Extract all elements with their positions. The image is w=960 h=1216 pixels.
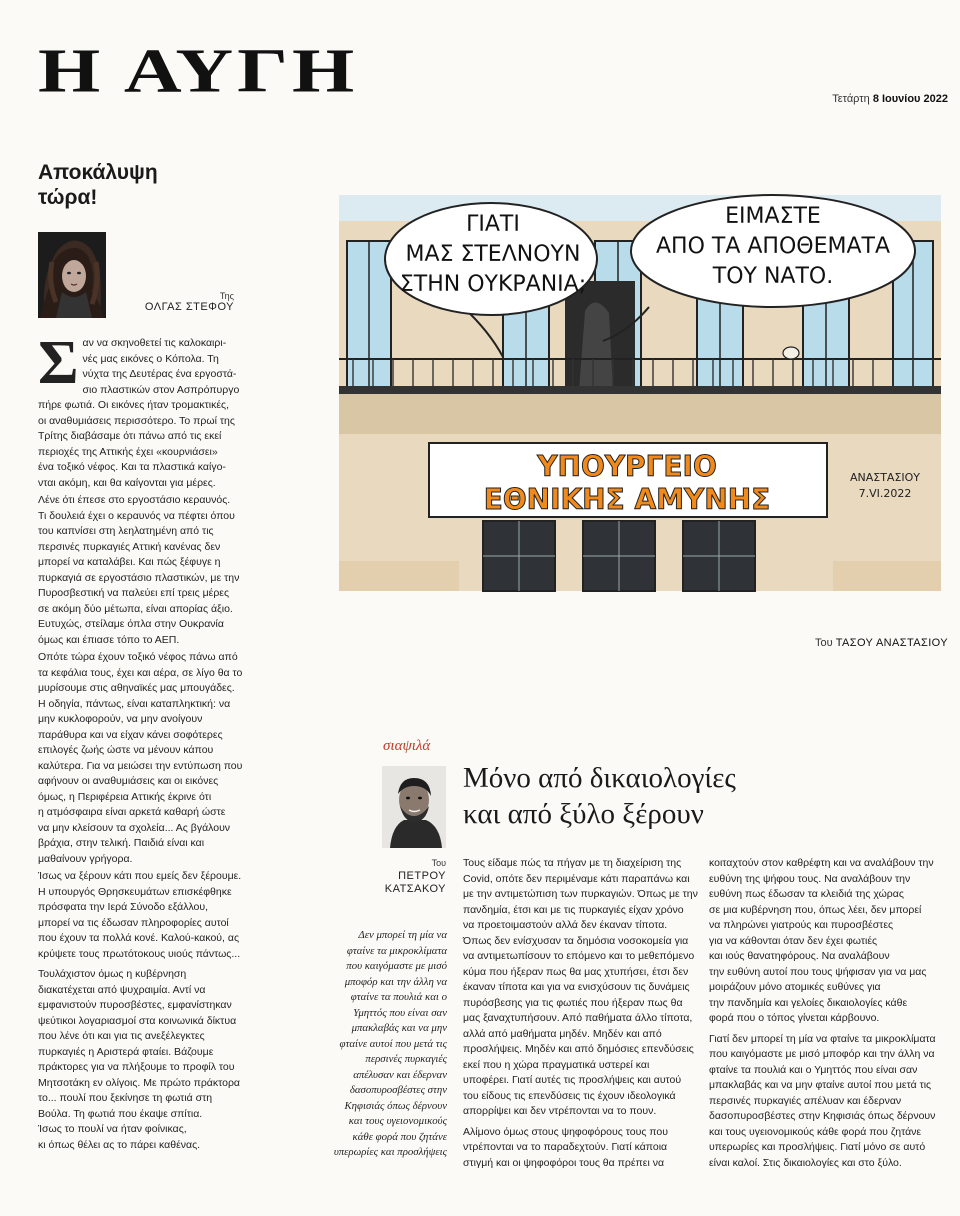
text-line: υποφέρει. Γιατί αυτές τις προσλήψεις και αυτού — [463, 1074, 682, 1086]
text-line: μπακλαβάς και να μην — [351, 1022, 447, 1034]
text-line: νές μας εικόνες ο Κόπολα. Τη — [82, 352, 219, 365]
text-line: πυρκαγιά σε εργοστάσιο πλαστικών, με την — [38, 571, 240, 584]
text-line: απορρίψει και δεν ντρέπονται να το πουν. — [463, 1105, 657, 1117]
text-line: Δεν μπορεί τη μία να — [358, 929, 447, 941]
text-line: πρόσφατα την Ιερά Σύνοδο εξάλλου, — [38, 901, 209, 913]
text-line: Μητσοτάκη εν ολίγοις. Με πρώτο πράκτορα — [38, 1076, 241, 1089]
text-line: Γιατί δεν μπορεί τη μία να φταίνε τα μικροκλίματα — [709, 1032, 936, 1045]
text-line: ντρέπονται να το παραδεχτούν. Γιατί κάποια — [463, 1141, 668, 1153]
text-line: Οπότε τώρα έχουν τοξικό νέφος πάνω από — [38, 651, 238, 663]
column-a-paragraph-2 — [463, 1125, 701, 1172]
issue-date — [832, 93, 948, 105]
text-line: εμφανιστούν πυροσβέστες, εμφανίστηκαν — [38, 999, 232, 1011]
text-line: νύχτα της Δευτέρας ένα εργοστά- — [82, 368, 237, 380]
credit-name: ΤΑΣΟΥ ΑΝΑΣΤΑΣΙΟΥ — [835, 637, 948, 649]
text-line: δασοπυροσβέστες στην Κηφισιάς όπως δέρνουν — [709, 1110, 936, 1122]
text-line: πανδημία, έτσι και με τις πυρκαγιές είχαν χρόνο — [463, 903, 684, 916]
cartoon-credit — [815, 637, 948, 649]
text-line: Η οδηγία, πάντως, είναι καταπληκτική: να — [38, 697, 231, 710]
cartoon-signature: ΑΝΑΣΤΑΣΙΟΥ — [849, 471, 921, 484]
column-body-a — [463, 856, 701, 1171]
text-line: πυρκαγιές η Αριστερά φταίει. Βάζουμε — [38, 1045, 214, 1058]
text-line: περσινές πυρκαγιές απέλυαν και έδερναν — [709, 1094, 902, 1107]
op-paragraph-4 — [38, 869, 250, 962]
text-line: όμως και έπιασε τόπο το ΑΕΠ. — [38, 633, 180, 646]
column-author-line-1: ΠΕΤΡΟΥ — [398, 870, 446, 882]
text-line: μπορεί να τις έδωσαν πληροφορίες αυτοί — [38, 916, 229, 929]
sign-line1: ΥΠΟΥΡΓΕΙΟ — [537, 450, 717, 483]
op-paragraph-3 — [38, 650, 250, 867]
text-line: μας ξαναχτυπήσουν. Από παθήματα άλλο τίποτα, — [463, 1012, 693, 1024]
date-day: Τετάρτη — [832, 93, 870, 105]
text-line: όμως, η Περιφέρεια Αττικής έκρινε ότι — [38, 790, 212, 803]
text-line: σε ακόμη δύο μέτωπα, είναι απορίας άξιο. — [38, 602, 233, 615]
text-line: που λένε ότι και για τις ανεξέλεγκτες — [38, 1030, 205, 1042]
text-line: Υμηττός που είναι σαν — [353, 1006, 447, 1019]
text-line: είναι καλοί. Στις δικαιολογίες και στο ξύλο. — [709, 1156, 902, 1169]
text-line: ένα τοξικό νέφος. Και τα πλαστικά καίγο- — [38, 461, 226, 473]
text-line: το... πουλί που ξεκίνησε τη φωτιά στη — [38, 1092, 213, 1104]
text-line: φταίνε τα πουλιά και ο — [350, 991, 447, 1003]
text-line: να προετοιμαστούν αλλά δεν έκαναν τίποτα. — [463, 919, 668, 931]
text-line: φταίνε τα πουλιά και ο Υμηττός που είναι σαν — [709, 1063, 918, 1076]
cartoon-signature-date: 7.VI.2022 — [858, 487, 912, 500]
op-body — [38, 329, 250, 1153]
op-author: ΟΛΓΑΣ ΣΤΕΦΟΥ — [144, 301, 234, 313]
masthead-title: Η ΑΥΓΗ — [38, 36, 359, 106]
text-line: προσλήψεις. Μηδέν και από δημόσιες επενδύσεις — [463, 1043, 694, 1055]
column-byline-prefix: Του — [431, 858, 446, 868]
text-line: Αλίμονο όμως στους ψηφοφόρους τους που — [463, 1125, 668, 1138]
text-line: Βούλα. Τη φωτιά που έκαψε σπίτια. — [38, 1107, 203, 1120]
text-line: Κηφισιάς όπως δέρνουν — [344, 1099, 447, 1112]
op-title — [38, 160, 158, 210]
text-line: Covid, οπότε δεν περιμέναμε κάτι παραπάνω και — [463, 872, 690, 885]
column-b-paragraph-1 — [709, 856, 951, 1027]
text-line: νται ακόμη, και θα καίγονται για μέρες. — [38, 476, 216, 489]
op-paragraph-5 — [38, 967, 250, 1153]
text-line: αλλά από μαθήματα μηδέν. Μηδέν και από — [463, 1027, 662, 1040]
text-line: ευθύνη πως έδωσαν τα κλειδιά της χώρας — [709, 888, 904, 900]
text-line: Λένε ότι έπεσε στο εργοστάσιο κεραυνός. — [38, 494, 231, 506]
text-line: που καιγόμαστε με μισό μποφόρ και την άλλη να — [709, 1048, 935, 1060]
text-line: μαθαίνουν γρήγορα. — [38, 852, 133, 865]
bubble2-line2: ΑΠΟ ΤΑ ΑΠΟΘΕΜΑΤΑ — [655, 234, 891, 259]
text-line: τα κεφάλια τους, έχει και αέρα, σε λίγο θα το — [38, 666, 243, 679]
dropcap: Σ — [38, 329, 79, 397]
text-line: στιγμή και οι ψηφοφόροι τους θα πρέπει να — [463, 1156, 665, 1169]
text-line: που καιγόμαστε με μισό — [346, 960, 447, 972]
bubble1-line2: ΜΑΣ ΣΤΕΛΝΟΥΝ — [405, 242, 581, 267]
text-line: για να κάθονται όταν δεν έχει φωτιές — [709, 934, 878, 947]
text-line: και ιούς θανατηφόρους. Να αναλάβουν — [709, 950, 890, 962]
headline-line-2: και από ξύλο ξέρουν — [463, 798, 704, 830]
text-line: Η υπουργός Θρησκευμάτων επισκέφθηκε — [38, 885, 232, 898]
text-line: υπερωρίες και προσλήψεις — [333, 1146, 447, 1158]
text-line: υπερωρίες και προσλήψεις. Γιατί μόνο σε αυτό — [709, 1141, 926, 1153]
text-line: Πυροσβεστική να παλεύει επί τρεις μέρες — [38, 587, 230, 599]
text-line: εκεί που η χώρα πραγματικά υστερεί και — [463, 1058, 650, 1071]
text-line: περσινές πυρκαγιές — [365, 1053, 447, 1065]
text-line: οι αναθυμιάσεις περισσότερο. Το πρωί της — [38, 414, 235, 427]
text-line: κρύψετε τους πρωτότοκους υιούς πάντως... — [38, 947, 241, 960]
text-line: κοιταχτούν στον καθρέφτη και να αναλάβουν την — [709, 857, 934, 869]
bubble1-line1: ΓΙΑΤΙ — [466, 212, 520, 237]
text-line: αν να σκηνοθετεί τις καλοκαιρι- — [82, 337, 227, 349]
text-line: κύμα που ήξεραν πως θα μας χτυπήσει, έτσι δεν — [463, 965, 689, 978]
text-line: πήρε φωτιά. Οι εικόνες ήταν τρομακτικές, — [38, 399, 229, 411]
text-line: Τους είδαμε πώς τα πήγαν με τη διαχείριση της — [463, 857, 682, 869]
text-line: Όπως δεν ενίσχυσαν τα δημόσια νοσοκομεία για — [463, 934, 689, 947]
text-line: του καπνίσει στη λεηλατημένη από τις — [38, 525, 214, 537]
column-b-paragraph-2 — [709, 1032, 951, 1172]
text-line: μοιράζουν μόνο ατομικές ευθύνες για — [709, 981, 881, 993]
op-byline — [38, 291, 234, 313]
text-line: ψεύτικοι λογαριασμοί στα κοινωνικά δίκτυα — [38, 1014, 237, 1027]
text-line: και τους υγειονομικούς — [348, 1115, 447, 1127]
text-line: επιλογές ζωής ώστε να μένουν κάπου — [38, 744, 214, 756]
text-line: την πανδημία και γελοίες δικαιολογίες κάθε — [709, 996, 908, 1009]
bubble1-line3: ΣΤΗΝ ΟΥΚΡΑΝΙΑ; — [399, 272, 587, 297]
bubble2-line3: ΤΟΥ ΝΑΤΟ. — [712, 264, 834, 289]
text-line: καλύτερα. Για να μειώσει την εντύπωση που — [38, 759, 243, 772]
text-line: περσινές πυρκαγιές Αττική κανένας δεν — [38, 540, 221, 553]
text-line: να μην κλείσουν τα σχολεία... Ας βγάλουν — [38, 821, 231, 834]
column-byline — [382, 857, 446, 896]
text-line: βράχια, στην τελική. Παιδιά είναι και — [38, 837, 205, 849]
text-line: την ευθύνη αυτοί που τους ψήφισαν για να μας — [709, 965, 927, 978]
text-line: μην κυκλοφορούν, να μην ανοίγουν — [38, 713, 203, 725]
text-line: Ίσως να ξέρουν κάτι που εμείς δεν ξέρουμε. — [38, 870, 242, 882]
headline-line-1: Μόνο από δικαιολογίες — [463, 762, 736, 794]
author-photo-petros — [382, 766, 446, 848]
text-line: Ευτυχώς, στείλαμε όπλα στην Ουκρανία — [38, 618, 224, 630]
column-headline — [463, 760, 843, 832]
text-line: μυρίσουμε στις αθηναϊκές μας μπουγάδες. — [38, 682, 235, 694]
text-line: Τι δουλειά έχει ο κεραυνός να πέφτει όπου — [38, 509, 235, 522]
text-line: μπορεί να καταλάβει. Και πώς ξέφυγε η — [38, 556, 221, 568]
text-line: Ίσως το πουλί να ήταν φοίνικας, — [38, 1123, 187, 1135]
credit-prefix: Του — [815, 637, 833, 649]
text-line: ευθύνη της ψήφου τους. Να αναλάβουν την — [709, 872, 911, 885]
column-rubric: σιαψιλά — [383, 738, 431, 754]
text-line: να πληρώνει γιατρούς και πυροσβέστες — [709, 919, 894, 931]
column-author-line-2: ΚΑΤΣΑΚΟΥ — [384, 883, 446, 895]
text-line: Τουλάχιστον όμως η κυβέρνηση — [38, 968, 187, 980]
text-line: Τρίτης διαβάσαμε ότι πάνω από τις εκεί — [38, 430, 222, 442]
text-line: δασοπυροσβέστες στην — [349, 1084, 447, 1096]
column-a-paragraph-1 — [463, 856, 701, 1120]
text-line: φορά που ο τόπος γίνεται κάρβουνο. — [709, 1012, 880, 1024]
op-title-line-1: Αποκάλυψη — [38, 161, 158, 184]
text-line: αφήνουν οι αναθυμιάσεις και οι εικόνες — [38, 775, 219, 787]
op-title-line-2: τώρα! — [38, 186, 98, 209]
text-line: να αντιμετωπίσουν το επόμενο και το μεθεπόμενο — [463, 950, 695, 962]
text-line: κάθε φορά που ζητάνε — [352, 1130, 447, 1143]
text-line: διακατέχεται από ψυχραιμία. Αντί να — [38, 983, 206, 996]
text-line: πράκτορες για να πλήξουμε το προφίλ του — [38, 1061, 235, 1073]
text-line: που έχουν τα πολλά κονέ. Καλού-κακού, ας — [38, 932, 240, 944]
text-line: μπακλαβάς και να μην φταίνε αυτοί που μετά τις — [709, 1079, 932, 1091]
sign-line2: ΕΘΝΙΚΗΣ ΑΜΥΝΗΣ — [483, 483, 771, 516]
editorial-cartoon — [333, 181, 947, 605]
text-line: η ατμόσφαιρα είναι αρκετά καθαρή ώστε — [38, 806, 226, 818]
pull-quote — [332, 928, 447, 1161]
text-line: σιο πλαστικών στον Ασπρόπυργο — [82, 383, 240, 396]
text-line: φταίνε τα μικροκλίματα — [346, 944, 447, 957]
text-line: του είδους τις επενδύσεις τις έχουν ιδεολογικά — [463, 1089, 676, 1102]
bubble2-line1: ΕΙΜΑΣΤΕ — [725, 204, 821, 229]
date-full: 8 Ιουνίου 2022 — [872, 93, 948, 105]
text-line: κι όπως θέλει ας το πάρει καθένας. — [38, 1138, 201, 1151]
text-line: πυρόσβεσης για τις φωτιές που ήξεραν πως θα — [463, 996, 683, 1009]
text-line: περιοχές της Αττικής έχει «κουρνιάσει» — [38, 445, 218, 458]
text-line: παράθυρα και να είχαν κάνει σοφότερες — [38, 728, 223, 741]
text-line: φταίνε αυτοί που μετά τις — [339, 1037, 447, 1050]
op-paragraph-2 — [38, 493, 250, 648]
text-line: σε μια κυβέρνηση που, όπως λέει, δεν μπορεί — [709, 903, 922, 916]
text-line: απέλυσαν και έδερναν — [353, 1068, 447, 1081]
op-byline-prefix: Της — [219, 291, 234, 301]
text-line: μποφόρ και την άλλη να — [344, 975, 447, 988]
text-line: έκαναν τίποτα και για να ενισχύσουν τις δυνάμεις — [463, 981, 690, 993]
text-line: και τους υγειονομικούς κάθε φορά που ζητάνε — [709, 1125, 922, 1138]
column-body-b — [709, 856, 951, 1171]
text-line: με την αντιμετώπιση των πυρκαγιών. Όπως με την — [463, 888, 698, 900]
